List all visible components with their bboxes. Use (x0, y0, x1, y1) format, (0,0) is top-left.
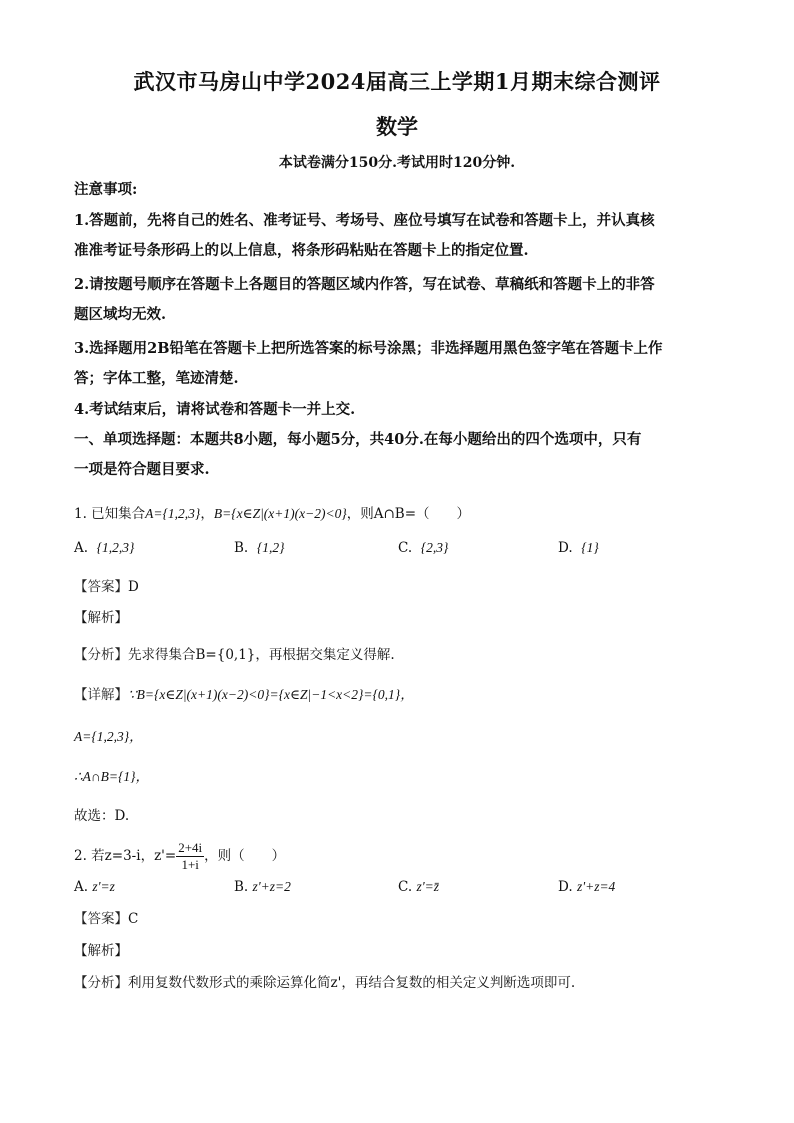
note-1-line-2: 准准考证号条形码上的以上信息，将条形码粘贴在答题卡上的指定位置. (74, 242, 529, 259)
note-2-line-2: 题区域均无效. (74, 306, 167, 323)
q2-option-c: C. z'=z̄ (398, 879, 439, 895)
section-1-line-1: 一、单项选择题：本题共8小题，每小题5分，共40分.在每小题给出的四个选项中，只有 (74, 431, 642, 448)
exam-title: 武汉市马房山中学2024届高三上学期1月期末综合测评 (133, 69, 661, 94)
note-2-line-1: 2.请按题号顺序在答题卡上各题目的答题区域内作答，写在试卷、草稿纸和答题卡上的非答 (74, 276, 655, 293)
section-1-line-2: 一项是符合题目要求. (74, 461, 210, 478)
question-1-ask: ，则A∩B=（ ） (346, 506, 471, 522)
q1-option-d: D. {1} (558, 540, 599, 556)
score-info: 本试卷满分150分.考试用时120分钟. (278, 155, 516, 171)
question-2-prefix: 2. 若z=3-i，z'= (74, 848, 177, 864)
q2-answer: 【答案】C (74, 911, 139, 927)
q1-xiangjie: 【详解】∵B={x∈Z|(x+1)(x−2)<0}={x∈Z|−1<x<2}={0,1}， (74, 687, 414, 703)
q1-fenxi: 【分析】先求得集合B={0,1}，再根据交集定义得解. (74, 647, 395, 663)
q1-option-c: C. {2,3} (398, 540, 449, 556)
q1-option-b: B. {1,2} (234, 540, 285, 556)
q1-step-3: ∴A∩B={1}， (74, 769, 149, 784)
q2-option-b: B. z'+z=2 (234, 879, 291, 895)
set-b: B={x∈Z|(x+1)(x−2)<0} (213, 506, 347, 521)
question-1-stem (74, 504, 734, 524)
q1-option-a: A. {1,2,3} (74, 540, 135, 556)
q1-step-2: A={1,2,3}， (74, 729, 143, 744)
notes-heading: 注意事项: (74, 181, 138, 198)
question-2-fraction: $\frac{2+4i}{1+i}$ (178, 840, 203, 872)
note-4: 4.考试结束后，请将试卷和答题卡一并上交. (74, 401, 356, 418)
note-1-line-1: 1.答题前，先将自己的姓名、准考证号、考场号、座位号填写在试卷和答题卡上，并认真核 (74, 212, 655, 229)
q1-answer: 【答案】D (74, 579, 139, 595)
q2-option-a: A. z'=z (74, 879, 115, 895)
q2-option-d: D. z'+z=4 (558, 879, 616, 895)
set-a: A={1,2,3} (145, 506, 201, 521)
q1-choose: 故选：D. (74, 808, 130, 824)
note-3-line-1: 3.选择题用2B铅笔在答题卡上把所选答案的标号涂黑；非选择题用黑色签字笔在答题卡上作 (74, 340, 663, 357)
question-2-ask: ，则（ ） (204, 848, 286, 864)
question-2-stem (74, 838, 734, 874)
question-1-sep: ， (200, 506, 214, 522)
note-3-line-2: 答；字体工整，笔迹清楚. (74, 370, 239, 387)
q2-analysis-tag: 【解析】 (74, 943, 128, 959)
q1-analysis-tag: 【解析】 (74, 610, 128, 626)
q2-fenxi: 【分析】利用复数代数形式的乘除运算化简z'，再结合复数的相关定义判断选项即可. (74, 975, 576, 991)
exam-subject: 数学 (376, 114, 418, 139)
question-1-prefix: 1. 已知集合 (74, 506, 146, 522)
